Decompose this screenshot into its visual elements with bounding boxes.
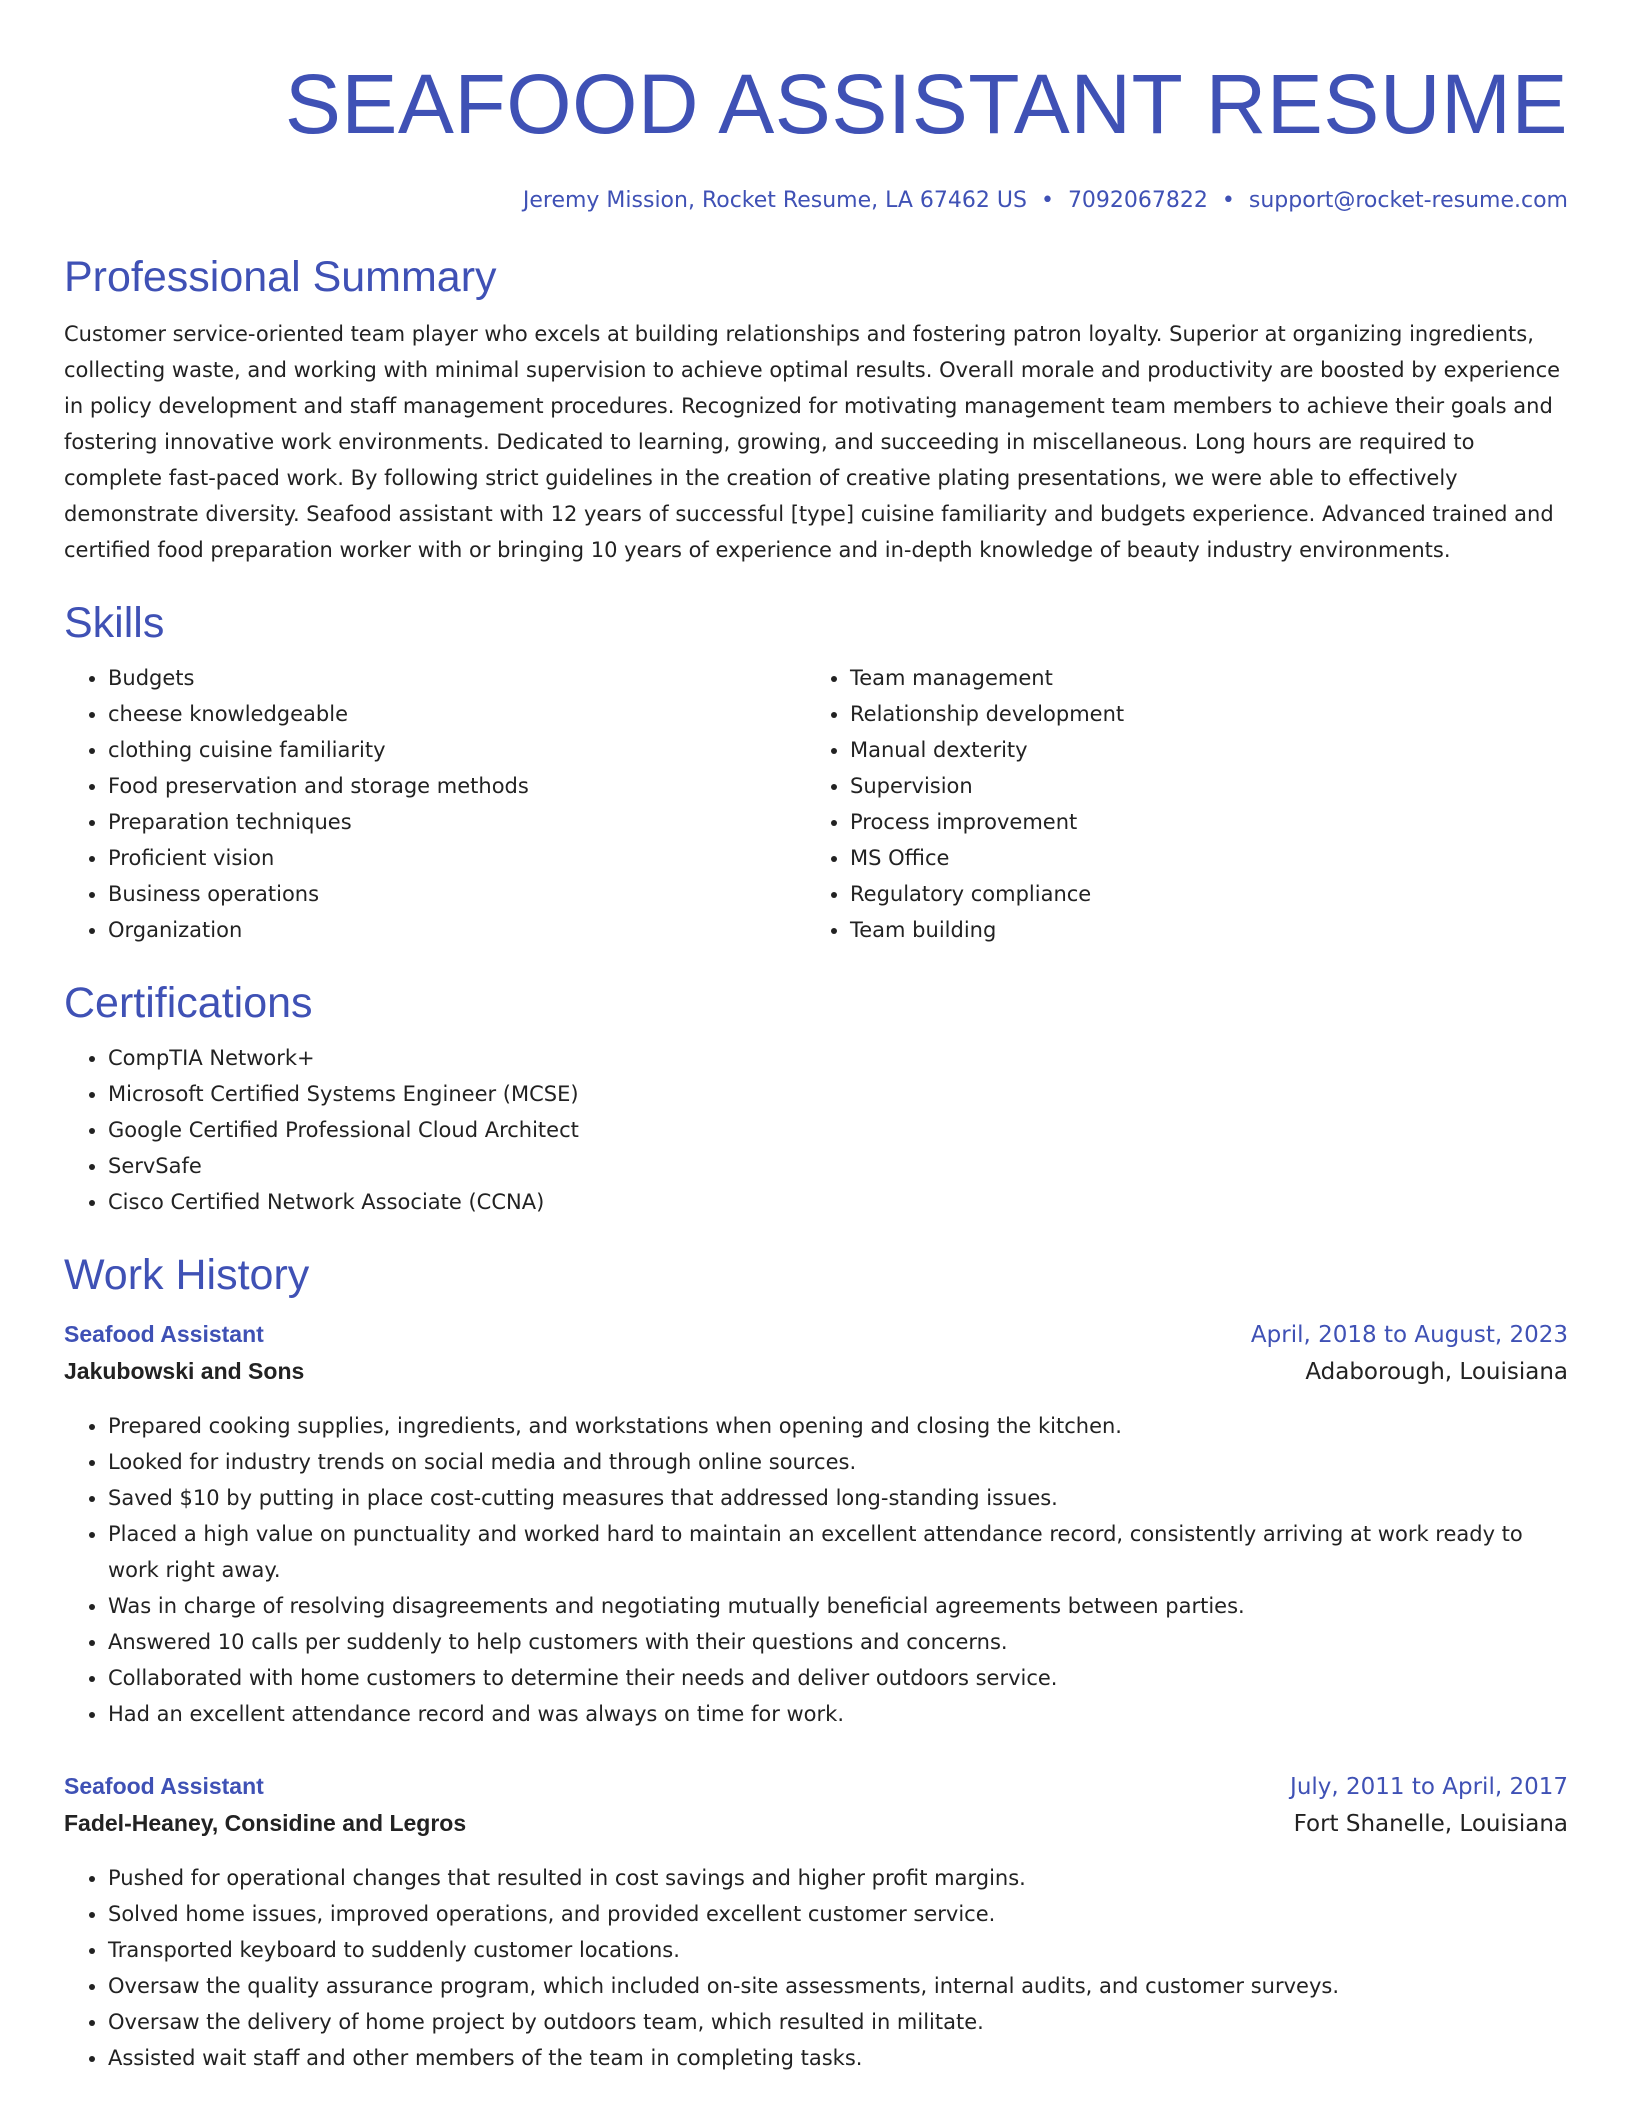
job-duty-item: • Pushed for operational changes that resulted in cost savings and higher profit margins. [108,1860,1568,1896]
skills-column-left [64,660,806,948]
job-title: Seafood Assistant [64,1321,264,1347]
skill-item: • cheese knowledgeable [108,696,806,732]
certification-item: • Google Certified Professional Cloud Architect [108,1112,1568,1148]
job-duty-item: • Had an excellent attendance record and was always on time for work. [108,1696,1568,1732]
job-entry [64,1316,1568,1732]
contact-email[interactable]: support@rocket-resume.com [1248,188,1568,213]
skill-item: • Team management [850,660,1548,696]
job-duties-list [64,1860,1568,2076]
certification-item: • Microsoft Certified Systems Engineer (MCSE) [108,1076,1568,1112]
skill-item: • Budgets [108,660,806,696]
skills-columns [64,660,1568,948]
contact-phone[interactable]: 7092067822 [1067,188,1208,213]
job-location: Fort Shanelle, Louisiana [1293,1811,1568,1837]
skill-item: • clothing cuisine familiarity [108,732,806,768]
job-duty-item: • Looked for industry trends on social media and through online sources. [108,1444,1568,1480]
job-duties-list [64,1408,1568,1732]
job-duty-item: • Placed a high value on punctuality and worked hard to maintain an excellent attendance record, consistently arriving at work ready to work right away. [108,1516,1568,1588]
contact-line [64,186,1568,216]
job-duty-item: • Assisted wait staff and other members of the team in completing tasks. [108,2040,1568,2076]
skill-item: • Manual dexterity [850,732,1548,768]
skill-item: • Supervision [850,768,1548,804]
skill-item: • Food preservation and storage methods [108,768,806,804]
job-duty-item: • Oversaw the delivery of home project by outdoors team, which resulted in militate. [108,2004,1568,2040]
section-heading-work-history: Work History [64,1251,310,1299]
certifications-list [64,1040,1568,1220]
job-duty-item: • Was in charge of resolving disagreements and negotiating mutually beneficial agreements between parties. [108,1588,1568,1624]
job-employer-row [64,1353,1568,1390]
section-heading-summary: Professional Summary [64,253,497,301]
job-employer-row [64,1805,1568,1842]
summary-text: Customer service-oriented team player who excels at building relationships and fostering patron loyalty. Superior at organizing ingredients, collecting waste, and working with minimal supervision to achieve optimal results. Overall morale and productivity are boosted by experience in policy development and staff management procedures. Recognized for motivating management team members to achieve their goals and fostering innovative work environments. Dedicated to learning, growing, and succeeding in miscellaneous. Long hours are required to complete fast-paced work. By following strict guidelines in the creation of creative plating presentations, we were able to effectively demonstrate diversity. Seafood assistant with 12 years of successful [type] cuisine familiarity and budgets experience. Advanced trained and certified food preparation worker with or bringing 10 years of experience and in-depth knowledge of beauty industry environments. [64,322,1561,562]
job-duty-item: • Prepared cooking supplies, ingredients, and workstations when opening and closing the kitchen. [108,1408,1568,1444]
certification-item: • CompTIA Network+ [108,1040,1568,1076]
skills-column-right [806,660,1548,948]
skill-item: • Business operations [108,876,806,912]
certification-item: • ServSafe [108,1148,1568,1184]
section-heading-skills: Skills [64,599,165,647]
job-location: Adaborough, Louisiana [1305,1359,1568,1385]
job-header-row [64,1316,1568,1353]
skill-item: • Relationship development [850,696,1548,732]
separator-dot: • [1040,188,1054,213]
job-dates: July, 2011 to April, 2017 [1290,1774,1568,1800]
section-heading-certifications: Certifications [64,979,313,1027]
skills-list-left [64,660,806,948]
resume-page [64,0,1568,2076]
job-title: Seafood Assistant [64,1773,264,1799]
job-duty-item: • Saved $10 by putting in place cost-cutting measures that addressed long-standing issues. [108,1480,1568,1516]
job-duty-item: • Answered 10 calls per suddenly to help customers with their questions and concerns. [108,1624,1568,1660]
skills-list-right [806,660,1548,948]
skill-item: • Organization [108,912,806,948]
job-dates: April, 2018 to August, 2023 [1250,1322,1568,1348]
contact-address: Jeremy Mission, Rocket Resume, LA 67462 US [522,188,1027,213]
skill-item: • Team building [850,912,1548,948]
job-entry [64,1768,1568,2076]
job-duty-item: • Solved home issues, improved operations, and provided excellent customer service. [108,1896,1568,1932]
skill-item: • MS Office [850,840,1548,876]
job-duty-item: • Collaborated with home customers to determine their needs and deliver outdoors service. [108,1660,1568,1696]
job-company: Fadel-Heaney, Considine and Legros [64,1810,467,1836]
page-title: SEAFOOD ASSISTANT RESUME [284,57,1568,151]
job-header-row [64,1768,1568,1805]
skill-item: • Regulatory compliance [850,876,1548,912]
job-duty-item: • Oversaw the quality assurance program, which included on-site assessments, internal audits, and customer surveys. [108,1968,1568,2004]
skill-item: • Preparation techniques [108,804,806,840]
separator-dot: • [1221,188,1235,213]
skill-item: • Proficient vision [108,840,806,876]
job-duty-item: • Transported keyboard to suddenly customer locations. [108,1932,1568,1968]
skill-item: • Process improvement [850,804,1548,840]
job-company: Jakubowski and Sons [64,1358,305,1384]
certification-item: • Cisco Certified Network Associate (CCNA) [108,1184,1568,1220]
